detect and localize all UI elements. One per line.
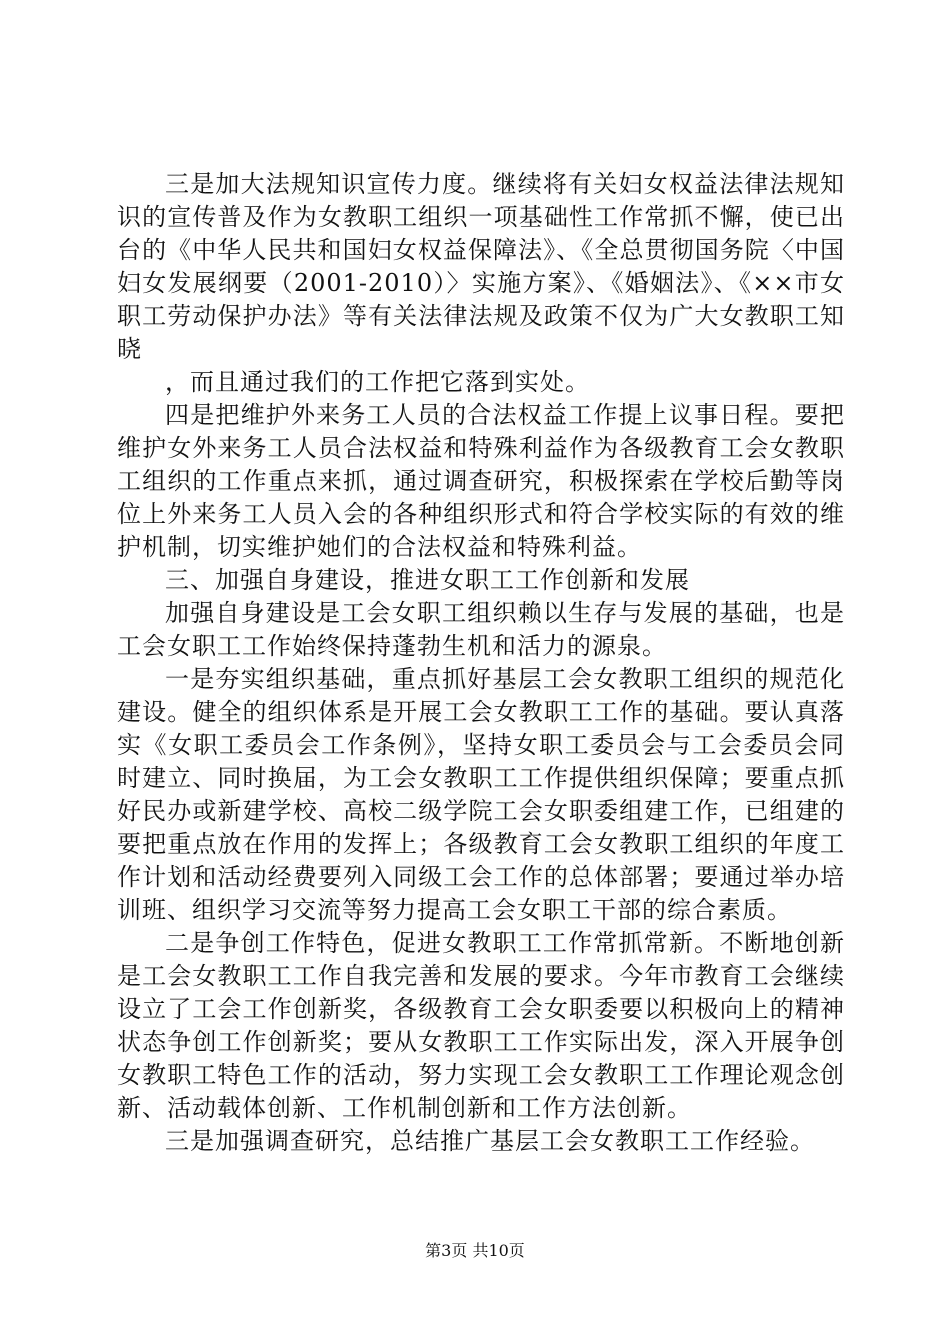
paragraph-migrant-workers: 四是把维护外来务工人员的合法权益工作提上议事日程。要把维护女外来务工人员合法权益和特殊利益作为各级教育工会女教职工组织的工作重点来抓，通过调查研究，积极探索在学校后勤等岗位上外来务工人员入会的各种组织形式和符合学校实际的有效的维护机制，切实维护她们的合法权益和特殊利益。 (117, 401, 845, 561)
section-heading: 三、加强自身建设，推进女职工工作创新和发展 (165, 566, 690, 594)
paragraph-organization-foundation: 一是夯实组织基础，重点抓好基层工会女教职工组织的规范化建设。健全的组织体系是开展工会女教职工工作的基础。要认真落实《女职工委员会工作条例》，坚持女职工委员会与工会委员会同时建立、同时换届，为工会女教职工工作提供组织保障；要重点抓好民办或新建学校、高校二级学院工会女职委组建工作，已组建的要把重点放在作用的发挥上；各级教育工会女教职工组织的年度工作计划和活动经费要列入同级工会工作的总体部署；要通过举办培训班、组织学习交流等努力提高工会女职工干部的综合素质。 (117, 665, 845, 924)
paragraph-work-features: 二是争创工作特色，促进女教职工工作常抓常新。不断地创新是工会女教职工工作自我完善和发展的要求。今年市教育工会继续设立了工会工作创新奖，各级教育工会女职委要以积极向上的精神状态争创工作创新奖；要从女教职工工作实际出发，深入开展争创女教职工特色工作的活动，努力实现工会女教职工工作理论观念创新、活动载体创新、工作机制创新和工作方法创新。 (117, 929, 845, 1122)
page-number-footer: 第3页 共10页 (425, 1241, 525, 1260)
paragraph-self-building: 加强自身建设是工会女职工组织赖以生存与发展的基础，也是工会女职工工作始终保持蓬勃生机和活力的源泉。 (117, 599, 845, 660)
paragraph-continuation: ，而且通过我们的工作把它落到实处。 (165, 368, 590, 396)
paragraph-law-publicity: 三是加大法规知识宣传力度。继续将有关妇女权益法律法规知识的宣传普及作为女教职工组织一项基础性工作常抓不懈，使已出台的《中华人民共和国妇女权益保障法》、《全总贯彻国务院〈中国妇女发展纲要（2001-2010）〉实施方案》、《婚姻法》、《××市女职工劳动保护办法》等有关法律法规及政策不仅为广大女教职工知晓 (117, 170, 845, 363)
paragraph-research: 三是加强调查研究，总结推广基层工会女教职工工作经验。 (165, 1127, 815, 1155)
document-body (117, 168, 845, 1158)
